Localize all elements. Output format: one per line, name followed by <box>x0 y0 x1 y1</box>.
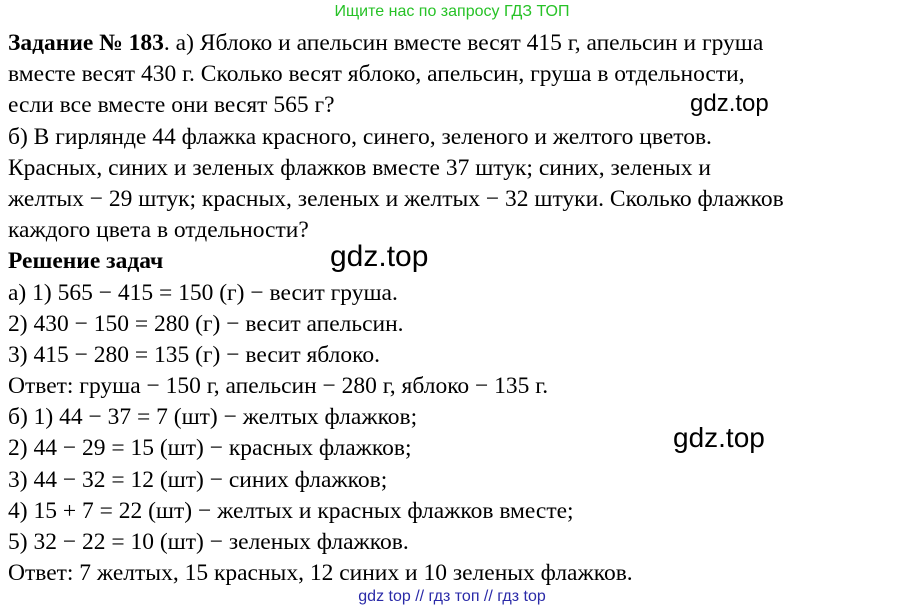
solution-line: б) 1) 44 − 37 = 7 (шт) − желтых флажков; <box>8 404 418 431</box>
task-title: Задание № 183 <box>8 30 164 56</box>
task-line: если все вместе они весят 565 г? <box>8 92 335 119</box>
task-line-1 <box>8 28 900 59</box>
solution-line: 2) 430 − 150 = 280 (г) − весит апельсин. <box>8 310 404 337</box>
task-line: Красных, синих и зеленых флажков вместе 37 штук; синих, зеленых и <box>8 154 711 181</box>
watermark: gdz.top <box>673 422 765 453</box>
solution-line: 2) 44 − 29 = 15 (шт) − красных флажков; <box>8 435 412 462</box>
solution-answer: Ответ: 7 желтых, 15 красных, 12 синих и 10 зеленых флажков. <box>8 560 633 587</box>
solution-line: 3) 44 − 32 = 12 (шт) − синих флажков; <box>8 466 388 493</box>
solution-line: а) 1) 565 − 415 = 150 (г) − весит груша. <box>8 279 398 306</box>
solution-line: 5) 32 − 22 = 10 (шт) − зеленых флажков. <box>8 529 409 555</box>
task-line: б) В гирлянде 44 флажка красного, синего, зеленого и желтого цветов. <box>8 123 712 150</box>
watermark: gdz.top <box>330 240 429 273</box>
search-hint-banner: Ищите нас по запросу ГДЗ ТОП <box>334 3 570 20</box>
task-line: желтых − 29 штук; красных, зеленых и желтых − 32 штуки. Сколько флажков <box>8 185 784 212</box>
solution-line: 4) 15 + 7 = 22 (шт) − желтых и красных флажков вместе; <box>8 497 574 524</box>
watermark: gdz.top <box>690 90 769 117</box>
task-line: каждого цвета в отдельности? <box>8 217 309 244</box>
solution-heading: Решение задач <box>8 248 164 275</box>
task-text: . а) Яблоко и апельсин вместе весят 415 г, апельсин и груша <box>163 30 764 56</box>
solution-line: 3) 415 − 280 = 135 (г) − весит яблоко. <box>8 341 381 368</box>
task-line: вместе весят 430 г. Сколько весят яблоко, апельсин, груша в отдельности, <box>8 61 745 88</box>
footer-links: gdz top // гдз топ // гдз top <box>358 588 546 605</box>
solution-answer: Ответ: груша − 150 г, апельсин − 280 г, яблоко − 135 г. <box>8 373 549 400</box>
